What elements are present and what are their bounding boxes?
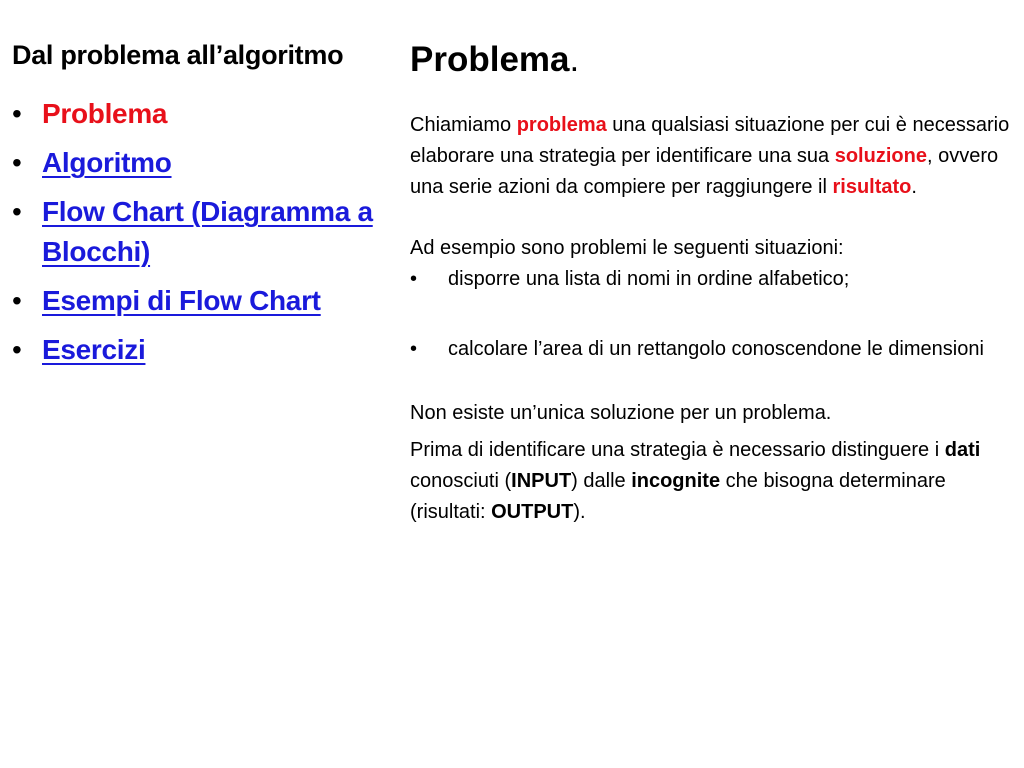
no-unique-solution-paragraph: Non esiste un’unica soluzione per un problema.: [410, 402, 832, 424]
nav-item-label: Problema: [42, 98, 168, 129]
list-item: [410, 264, 1010, 295]
bullet: •: [12, 334, 22, 365]
main-content: [410, 40, 1010, 528]
nav-item-problema[interactable]: [12, 94, 392, 134]
nav-link-esempi[interactable]: Esempi di Flow Chart: [42, 285, 321, 316]
examples-list: [410, 264, 1010, 365]
page-title-punct: .: [569, 40, 580, 79]
text: conosciuti (: [410, 470, 512, 492]
nav-item-esempi[interactable]: [12, 281, 392, 321]
keyword-dati: dati: [944, 439, 981, 461]
list-item: [410, 334, 1010, 365]
text: ).: [573, 501, 586, 523]
definition-paragraph: [410, 110, 1010, 203]
page-title-text: Problema: [410, 40, 570, 79]
text: .: [911, 176, 917, 198]
nav-link-flow-chart[interactable]: Flow Chart (Diagramma a Blocchi): [42, 196, 373, 267]
sidebar-nav: [12, 94, 392, 379]
keyword-output: OUTPUT: [491, 501, 574, 523]
text: Chiamiamo: [410, 114, 517, 136]
list-item-text: disporre una lista di nomi in ordine alfabetico;: [448, 268, 850, 290]
examples-intro: Ad esempio sono problemi le seguenti situazioni:: [410, 237, 844, 259]
bullet: •: [12, 285, 22, 316]
nav-link-algoritmo[interactable]: Algoritmo: [42, 147, 172, 178]
text: ) dalle: [571, 470, 632, 492]
text: che bisogna determinare (risultati:: [410, 470, 946, 523]
bullet: •: [410, 338, 418, 360]
keyword-input: INPUT: [511, 470, 572, 492]
text: Prima di identificare una strategia è necessario distinguere i: [410, 439, 945, 461]
text: una qualsiasi situazione per cui è necessario elaborare una strategia per identificare una sua: [410, 114, 1010, 167]
bullet: •: [12, 147, 22, 178]
bullet: •: [410, 268, 418, 290]
nav-item-esercizi[interactable]: [12, 330, 392, 370]
bullet: •: [12, 196, 22, 227]
keyword-risultato: risultato: [832, 176, 912, 198]
nav-link-esercizi[interactable]: Esercizi: [42, 334, 146, 365]
keyword-problema: problema: [516, 114, 607, 136]
page-title: [410, 40, 1010, 80]
bullet: •: [12, 98, 22, 129]
keyword-incognite: incognite: [631, 470, 721, 492]
nav-item-algoritmo[interactable]: [12, 143, 392, 183]
list-item-text: calcolare l’area di un rettangolo conoscendone le dimensioni: [448, 338, 984, 360]
input-output-paragraph: [410, 435, 1010, 528]
text: , ovvero una serie azioni da compiere per raggiungere il: [410, 145, 999, 198]
nav-item-flow-chart[interactable]: [12, 192, 392, 272]
sidebar-title: Dal problema all’algoritmo: [12, 40, 344, 70]
keyword-soluzione: soluzione: [834, 145, 927, 167]
